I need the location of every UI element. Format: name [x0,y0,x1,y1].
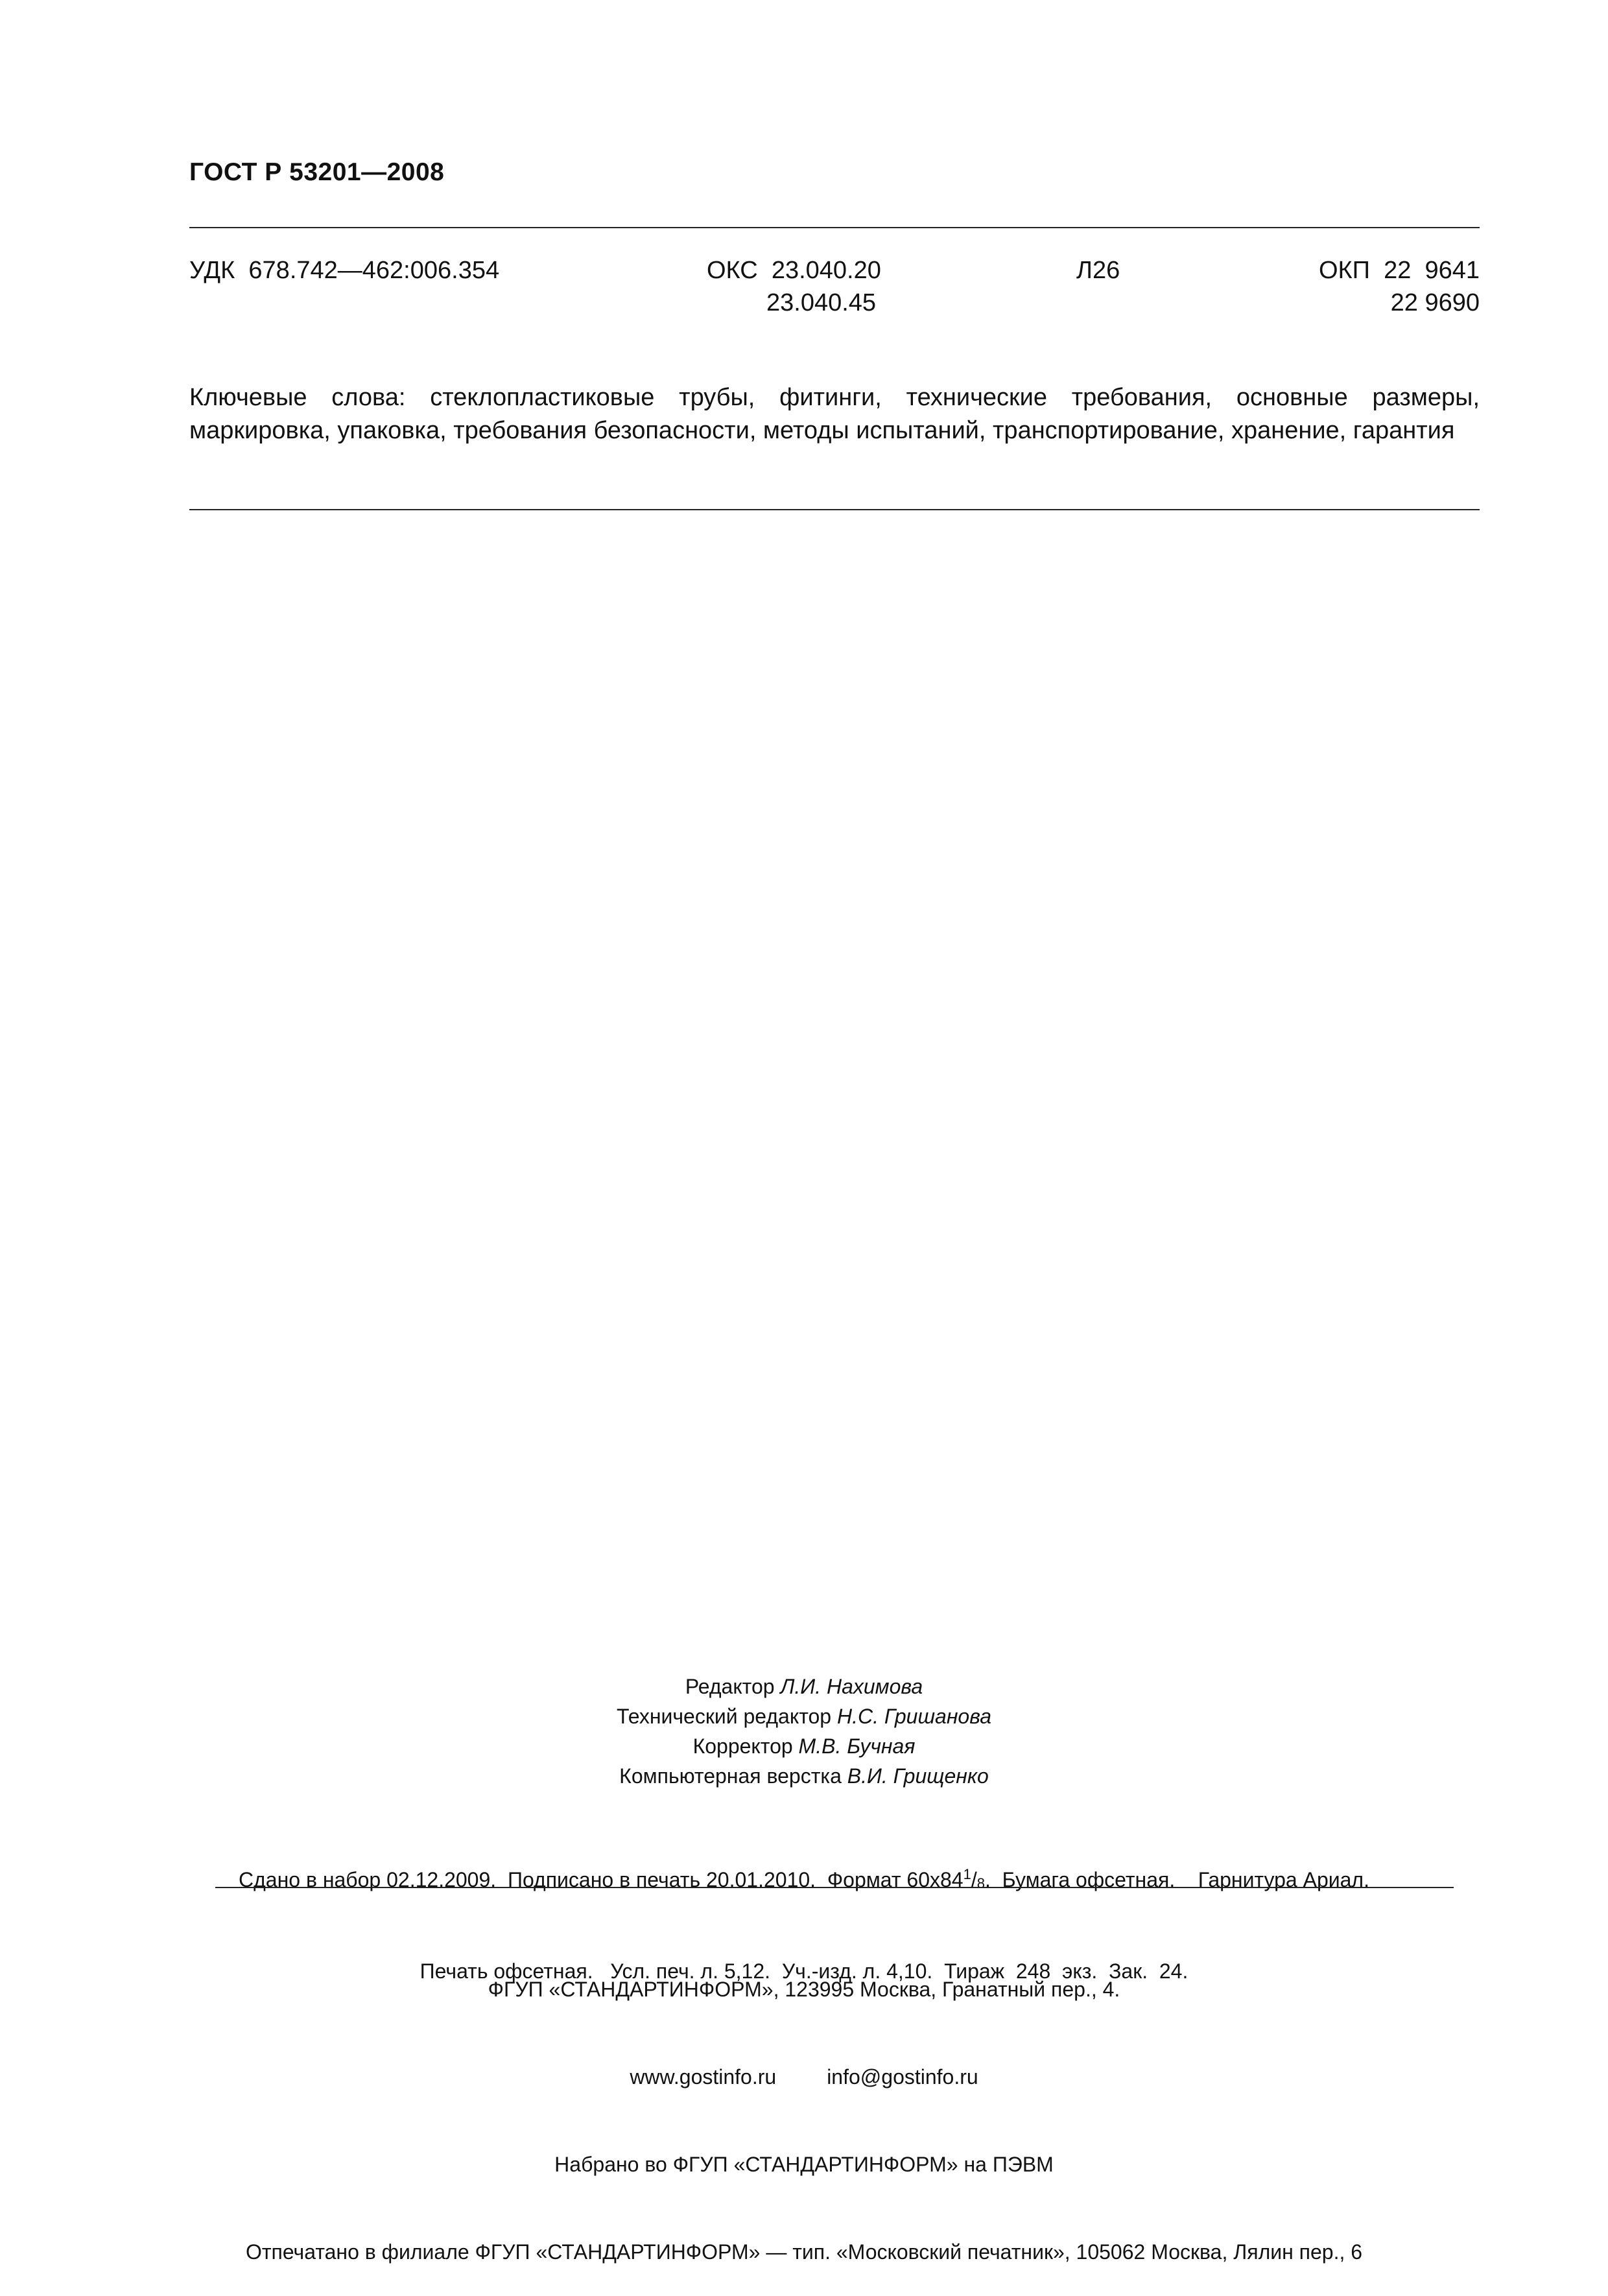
document-code: ГОСТ Р 53201—2008 [189,158,445,186]
okp-code: ОКП 22 9641 [1318,257,1480,284]
credit-person: Л.И. Нахимова [780,1675,923,1698]
imprint-line-2: Печать офсетная. Усл. печ. л. 5,12. Уч.-изд. л. 4,10. Тираж 248 экз. Зак. 24. [420,1959,1188,1983]
credit-role: Редактор [685,1675,775,1698]
publisher-address: ФГУП «СТАНДАРТИНФОРМ», 123995 Москва, Гранатный пер., 4. [488,1978,1120,2001]
group-code: Л26 [1076,257,1120,284]
printed-note: Отпечатано в филиале ФГУП «СТАНДАРТИНФОРМ» — тип. «Московский печатник», 105062 Москва, Лялин пер., 6 [245,2240,1363,2264]
credit-layout [0,1761,1608,1791]
keywords-divider [189,509,1480,510]
email-link[interactable]: info@gostinfo.ru [827,2065,978,2089]
footer-divider [215,1887,1454,1888]
credit-technical-editor [0,1701,1608,1731]
oks-code-secondary: 23.040.45 [766,289,877,316]
footer-block [0,1917,1608,2296]
credit-role: Компьютерная верстка [619,1764,842,1788]
credit-person: Н.С. Гришанова [836,1705,992,1728]
credits-block [0,1672,1608,1791]
credit-person: М.В. Бучная [798,1734,916,1758]
credit-role: Корректор [692,1734,793,1758]
typeset-note: Набрано во ФГУП «СТАНДАРТИНФОРМ» на ПЭВМ [554,2153,1054,2176]
format-fraction-numerator: 1 [963,1866,971,1882]
credit-proofreader [0,1731,1608,1761]
okp-code-secondary: 22 9690 [1390,289,1480,316]
udk-code: УДК 678.742—462:006.354 [189,257,500,284]
website-link[interactable]: www.gostinfo.ru [630,2065,777,2089]
credit-editor [0,1672,1608,1701]
oks-code: ОКС 23.040.20 [707,257,881,284]
format-fraction-denominator: 8 [976,1875,985,1891]
contact-line [0,2063,1608,2092]
credit-role: Технический редактор [616,1705,832,1728]
credit-person: В.И. Грищенко [847,1764,989,1788]
keywords-paragraph: Ключевые слова: стеклопластиковые трубы, фитинги, технические требования, основные размеры, маркировка, упаковка, требования безопасности, методы испытаний, транспортирование, хранение, гарантия [189,384,1480,444]
top-divider [189,227,1480,228]
imprint-line-1: Сдано в набор 02.12.2009. Подписано в печать 20.01.2010. Формат $60x84^1/_8$. Бумага офсетная. Гарнитура Ариал. [239,1866,1369,1891]
